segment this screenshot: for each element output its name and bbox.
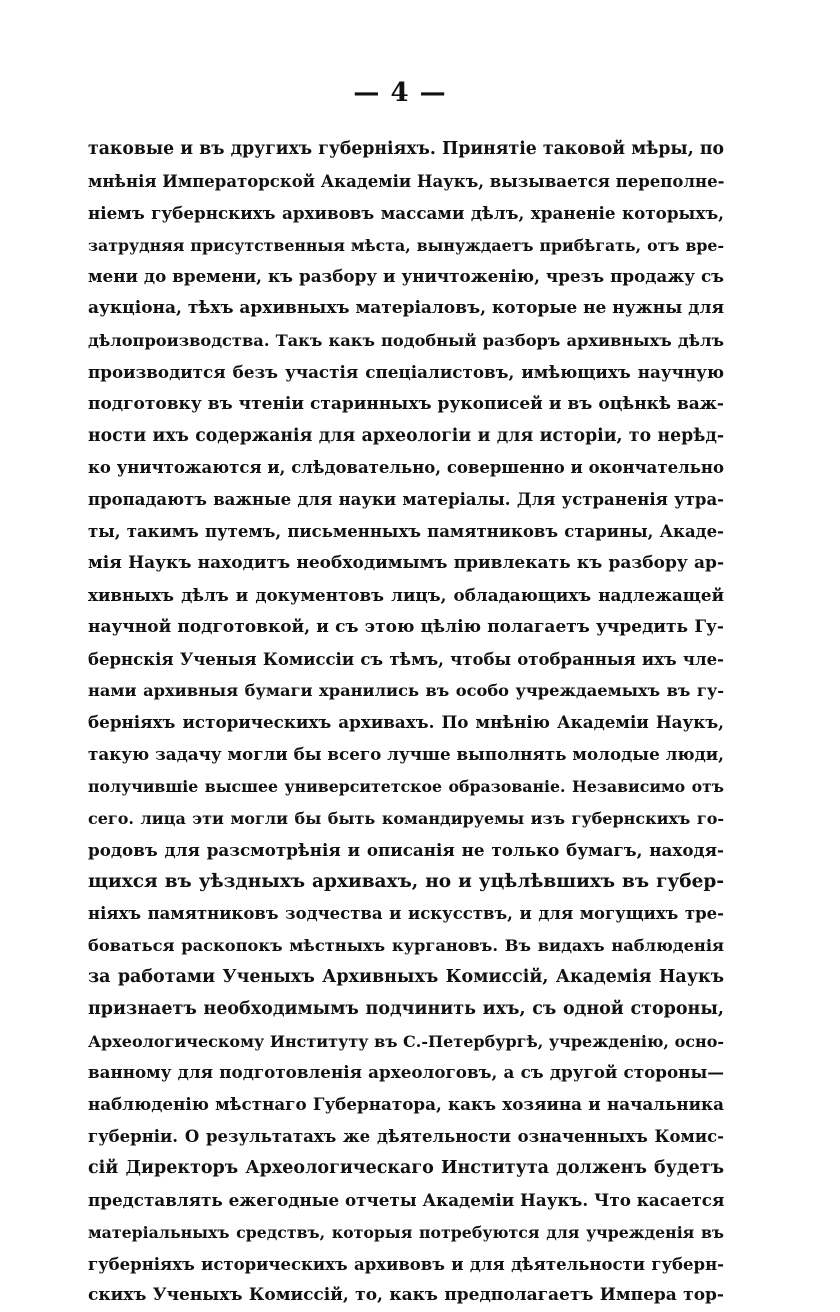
text-line: подготовку въ чтеніи старинныхъ рукописей и въ оцѣнкѣ важ- <box>88 393 724 414</box>
text-line: матеріальныхъ средствъ, которыя потребуются для учрежденія въ <box>88 1222 724 1242</box>
text-line: наблюденію мѣстнаго Губернатора, какъ хозяина и начальника <box>88 1094 724 1115</box>
text-line: боваться раскопокъ мѣстныхъ кургановъ. Въ видахъ наблюденія <box>88 936 724 956</box>
text-line: щихся въ уѣздныхъ архивахъ, но и уцѣлѣвшихъ въ губер- <box>88 871 724 893</box>
text-line: берніяхъ историческихъ архивахъ. По мнѣнію Академіи Наукъ, <box>88 712 724 733</box>
text-line: мія Наукъ находитъ необходимымъ привлекать къ разбору ар- <box>88 552 724 573</box>
text-line: сій Директоръ Археологическаго Института долженъ будетъ <box>88 1158 724 1178</box>
text-line: нами архивныя бумаги хранились въ особо учреждаемыхъ въ гу- <box>88 681 724 701</box>
text-line: таковые и въ другихъ губерніяхъ. Принятіе таковой мѣры, по <box>88 139 724 159</box>
text-line: ты, такимъ путемъ, письменныхъ памятниковъ старины, Акаде- <box>88 522 724 542</box>
text-line: за работами Ученыхъ Архивныхъ Комиссій, Академія Наукъ <box>88 966 724 987</box>
text-line: ніемъ губернскихъ архивовъ массами дѣлъ, храненіе которыхъ, <box>88 202 724 223</box>
text-line: ніяхъ памятниковъ зодчества и искусствъ, и для могущихъ тре- <box>88 904 724 924</box>
text-line: Археологическому Институту въ С.-Петербургѣ, учрежденію, осно- <box>88 1031 724 1051</box>
text-line: представлять ежегодные отчеты Академіи Наукъ. Что касается <box>88 1189 725 1210</box>
text-line: признаетъ необходимымъ подчинить ихъ, съ одной стороны, <box>88 998 724 1019</box>
text-line: затрудняя присутственныя мѣста, вынуждаетъ прибѣгать, отъ вре- <box>88 235 724 255</box>
text-line: получившіе высшее университетское образованіе. Независимо отъ <box>88 776 724 796</box>
text-line: скихъ Ученыхъ Комиссій, то, какъ предполагаетъ Импера тор- <box>88 1285 724 1306</box>
text-line: производится безъ участія спеціалистовъ, имѣющихъ научную <box>88 361 724 382</box>
text-line: бернскія Ученыя Комиссіи съ тѣмъ, чтобы отобранныя ихъ чле- <box>88 649 724 669</box>
text-line: такую задачу могли бы всего лучше выполнять молодые люди, <box>88 744 724 765</box>
text-line: аукціона, тѣхъ архивныхъ матеріаловъ, которые не нужны для <box>88 298 725 319</box>
text-line: дѣлопроизводства. Такъ какъ подобный разборъ архивныхъ дѣлъ <box>88 331 724 351</box>
text-line: губерніяхъ историческихъ архивовъ и для дѣятельности губерн- <box>88 1254 724 1274</box>
text-line: мени до времени, къ разбору и уничтоженію, чрезъ продажу съ <box>88 266 724 287</box>
text-line: сего. лица эти могли бы быть командируемы изъ губернскихъ го- <box>88 808 724 828</box>
text-line: научной подготовкой, и съ этою цѣлію полагаетъ учредить Гу- <box>88 616 724 637</box>
text-line: ности ихъ содержанія для археологіи и для исторіи, то нерѣд- <box>88 425 724 446</box>
text-line: ванному для подготовленія археологовъ, а съ другой стороны— <box>88 1062 724 1083</box>
text-line: родовъ для разсмотрѣнія и описанія не только бумагъ, находя- <box>88 839 724 860</box>
page-number: — 4 — <box>353 78 447 108</box>
text-line: хивныхъ дѣлъ и документовъ лицъ, обладающихъ надлежащей <box>88 584 724 605</box>
text-line: пропадаютъ важные для науки матеріалы. Для устраненія утра- <box>88 490 724 510</box>
text-line: губерніи. О результатахъ же дѣятельности означенныхъ Комис- <box>88 1127 724 1147</box>
text-line: ко уничтожаются и, слѣдовательно, совершенно и окончательно <box>88 458 724 478</box>
body-text <box>88 134 724 1312</box>
text-line: мнѣнія Императорской Академіи Наукъ, вызывается переполне- <box>88 171 725 191</box>
